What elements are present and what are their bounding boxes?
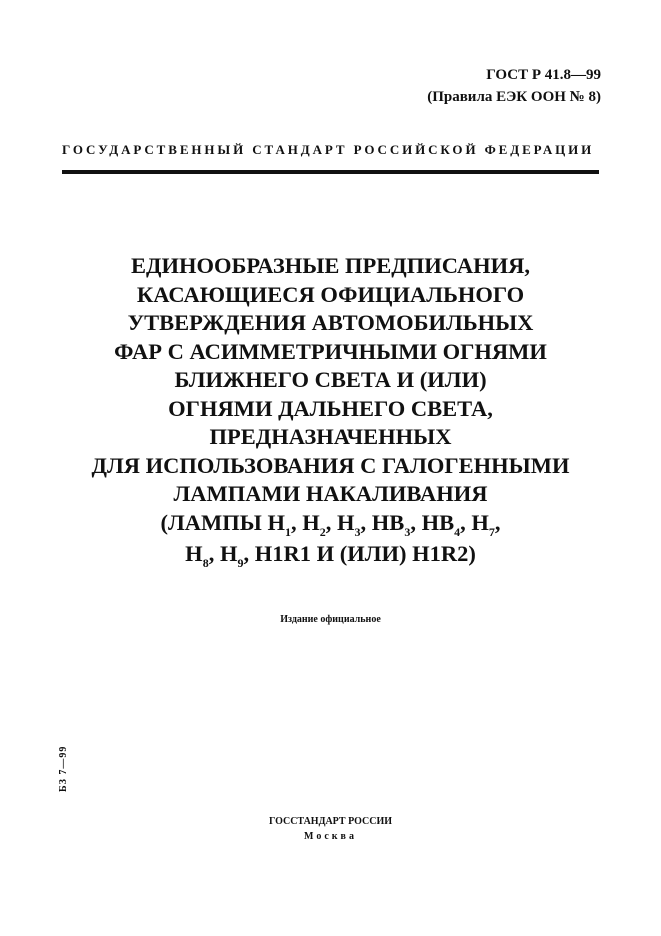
title-line: УТВЕРЖДЕНИЯ АВТОМОБИЛЬНЫХ [127, 310, 534, 335]
lamp-sub: 3 [354, 524, 361, 539]
title-line: КАСАЮЩИЕСЯ ОФИЦИАЛЬНОГО [136, 281, 525, 307]
lamp-hb: HB [371, 509, 405, 535]
standard-number: ГОСТ Р 41.8—99 [486, 67, 601, 83]
lamp-sub: 2 [319, 524, 326, 539]
lamp-h: H [337, 509, 355, 535]
title-line: ДЛЯ ИСПОЛЬЗОВАНИЯ С ГАЛОГЕННЫМИ [91, 452, 570, 478]
lamp-h: H [185, 541, 203, 566]
title-line-lamps: (ЛАМПЫ $H_1$, $H_2$, $H_3$, $HB_3$, $HB_4$, $H_7$, [160, 509, 501, 539]
publisher-block [0, 814, 661, 844]
lamps-end: H1R1 И (ИЛИ) H1R2) [254, 541, 476, 566]
lamp-sub: 7 [488, 524, 495, 539]
publisher-city: Москва [304, 831, 357, 842]
lamp-h: H [471, 509, 489, 535]
lamp-h: H [267, 509, 286, 535]
title-line: ЛАМПАМИ НАКАЛИВАНИЯ [173, 481, 488, 506]
rules-reference: (Правила ЕЭК ООН № 8) [427, 89, 601, 105]
standard-code-block [427, 64, 601, 108]
title-line: ОГНЯМИ ДАЛЬНЕГО СВЕТА, [168, 395, 493, 421]
lamp-sub: 1 [285, 524, 292, 539]
lamp-sub: 3 [404, 524, 411, 539]
title-line: ЕДИНООБРАЗНЫЕ ПРЕДПИСАНИЯ, [130, 253, 530, 278]
standard-type-line: ГОСУДАРСТВЕННЫЙ СТАНДАРТ РОССИЙСКОЙ ФЕДЕРАЦИИ [62, 142, 595, 157]
title-line: ПРЕДНАЗНАЧЕННЫХ [209, 424, 452, 449]
catalog-code: БЗ 7—99 [58, 745, 69, 792]
lamp-sub: 8 [202, 556, 209, 570]
title-line-lamps-end: $H_8$, $H_9$, H1R1 И (ИЛИ) H1R2) [185, 541, 476, 570]
document-title [40, 252, 621, 572]
title-line: ФАР С АСИММЕТРИЧНЫМИ ОГНЯМИ [114, 338, 547, 364]
lamp-sub: 9 [237, 556, 244, 570]
lamps-open: (ЛАМПЫ [160, 509, 268, 535]
title-line: БЛИЖНЕГО СВЕТА И (ИЛИ) [174, 367, 487, 392]
lamp-h: H [302, 509, 320, 535]
edition-note: Издание официальное [280, 614, 381, 625]
publisher-name: ГОССТАНДАРТ РОССИИ [268, 816, 393, 827]
lamp-sub: 4 [454, 524, 461, 539]
lamp-h: H [219, 541, 238, 566]
header-divider [62, 170, 599, 174]
lamp-hb: HB [421, 509, 455, 535]
